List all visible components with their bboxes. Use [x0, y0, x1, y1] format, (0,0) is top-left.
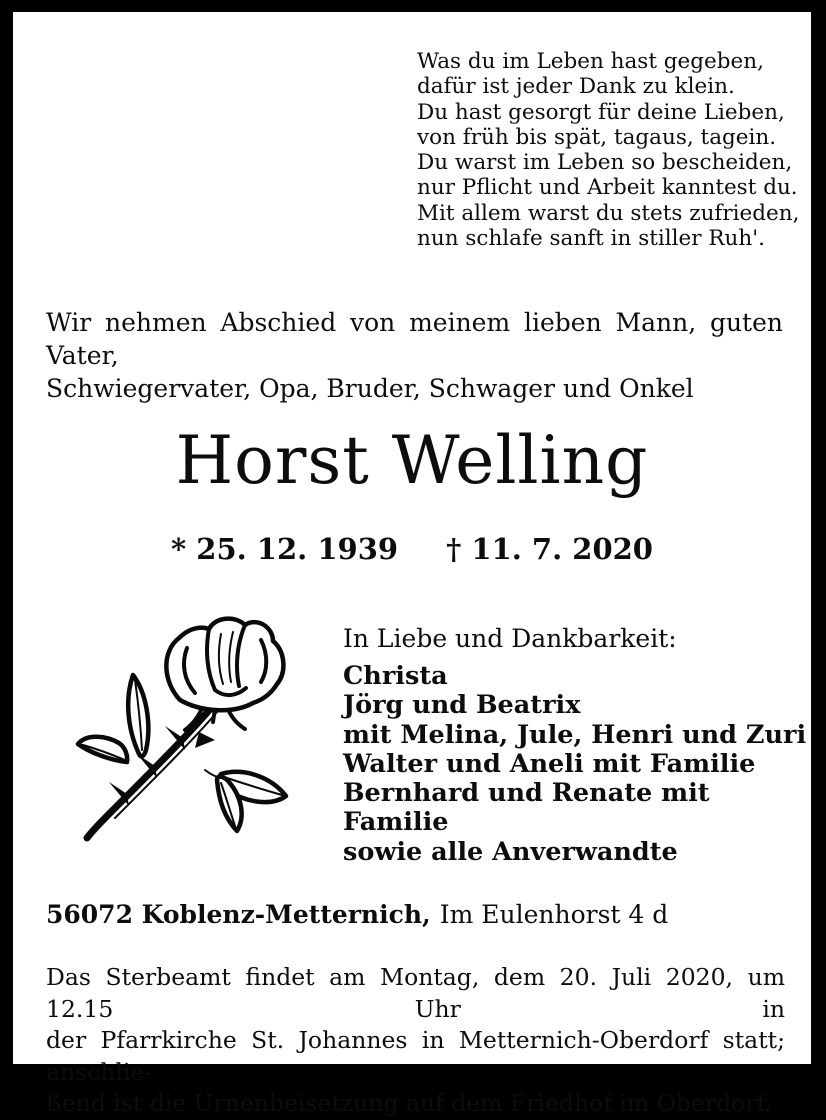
funeral-line: ßend ist die Urnenbeisetzung auf dem Friedhof im Oberdorf. — [46, 1089, 772, 1117]
life-dates — [13, 532, 811, 566]
poem-line: Du hast gesorgt für deine Lieben, — [417, 99, 785, 125]
poem-line: Was du im Leben hast gegeben, — [417, 49, 764, 74]
memorial-poem — [417, 49, 799, 251]
farewell-line: Wir nehmen Abschied von meinem lieben Mann, guten Vater, — [46, 308, 783, 370]
mourner-line: sowie alle Anverwandte — [343, 836, 678, 867]
farewell-line: Schwiegervater, Opa, Bruder, Schwager und Onkel — [46, 374, 694, 403]
poem-line: von früh bis spät, tagaus, tagein. — [417, 124, 777, 150]
mourner-line: Christa — [343, 661, 448, 691]
funeral-details — [46, 962, 785, 1120]
poem-line: nur Pflicht und Arbeit kanntest du. — [417, 175, 798, 201]
funeral-line: Das Sterbeamt findet am Montag, dem 20. Juli 2020, um 12.15 Uhr in — [46, 963, 785, 1023]
death-date: † 11. 7. 2020 — [446, 532, 653, 566]
tribute-intro: In Liebe und Dankbarkeit: — [343, 624, 677, 653]
mourner-line: Bernhard und Renate mit Familie — [343, 778, 710, 838]
notice-sheet — [13, 12, 811, 1117]
address-street: Im Eulenhorst 4 d — [439, 900, 669, 929]
poem-line: Du warst im Leben so bescheiden, — [417, 150, 793, 176]
farewell-text — [46, 306, 783, 405]
mourner-line: Jörg und Beatrix — [343, 690, 581, 721]
address-line — [46, 900, 668, 929]
poem-line: dafür ist jeder Dank zu klein. — [417, 74, 735, 100]
address-city: 56072 Koblenz-Metternich, — [46, 900, 431, 929]
funeral-line: der Pfarrkirche St. Johannes in Metternich-Oberdorf statt; anschlie- — [46, 1026, 785, 1086]
deceased-name: Horst Welling — [175, 422, 649, 499]
mourner-line: Walter und Aneli mit Familie — [343, 748, 756, 779]
poem-line: Mit allem warst du stets zufrieden, — [417, 200, 800, 226]
tribute-block — [343, 624, 811, 867]
rose-icon — [65, 610, 315, 860]
poem-line: nun schlafe sanft in stiller Ruh'. — [417, 226, 765, 252]
mourner-line: mit Melina, Jule, Henri und Zuri — [343, 719, 807, 750]
birth-date: * 25. 12. 1939 — [171, 532, 399, 566]
mourners-list — [343, 662, 811, 867]
